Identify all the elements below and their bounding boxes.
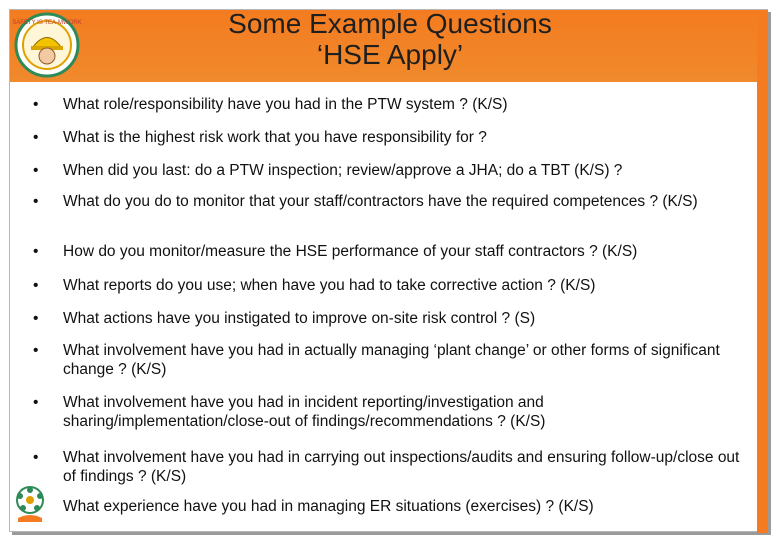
bullet: •	[33, 162, 39, 179]
bullet: •	[33, 129, 39, 146]
logo-text: SAFETY IS TEA-MWORK	[12, 20, 82, 26]
bullet: •	[33, 449, 39, 466]
bullet: •	[33, 310, 39, 327]
question-text: What is the highest risk work that you have responsibility for ?	[63, 129, 487, 146]
question-text: What actions have you instigated to improve on-site risk control ? (S)	[63, 310, 536, 327]
page-title	[150, 8, 630, 70]
title-line-1: Some Example Questions	[228, 8, 552, 39]
bullet: •	[33, 96, 39, 113]
bullet: •	[33, 193, 39, 210]
safety-logo-icon	[11, 12, 83, 78]
bullet: •	[33, 277, 39, 294]
question-text: What reports do you use; when have you had to take corrective action ? (K/S)	[63, 277, 596, 294]
bullet: •	[33, 342, 39, 359]
question-text: What involvement have you had in carrying out inspections/audits and ensuring follow-up/close out of findings ? (K/S)	[63, 449, 740, 485]
bullet: •	[33, 394, 39, 411]
bullet: •	[33, 243, 39, 260]
footer-logo-icon	[12, 484, 48, 524]
question-text: When did you last: do a PTW inspection; review/approve a JHA; do a TBT (K/S) ?	[63, 162, 623, 179]
question-text: What involvement have you had in actually managing ‘plant change’ or other forms of significant change ? (K/S)	[63, 342, 720, 378]
question-text: How do you monitor/measure the HSE performance of your staff contractors ? (K/S)	[63, 243, 638, 260]
question-text: What role/responsibility have you had in the PTW system ? (K/S)	[63, 96, 508, 113]
question-text: What involvement have you had in incident reporting/investigation and sharing/implementation/close-out of findings/recommendations ? (K/S)	[63, 394, 546, 430]
title-line-2: ‘HSE Apply’	[316, 39, 464, 70]
question-text: What do you do to monitor that your staff/contractors have the required competences ? (K/S)	[63, 193, 698, 210]
question-text: What experience have you had in managing ER situations (exercises) ? (K/S)	[63, 498, 594, 515]
right-accent-bar	[757, 10, 768, 533]
